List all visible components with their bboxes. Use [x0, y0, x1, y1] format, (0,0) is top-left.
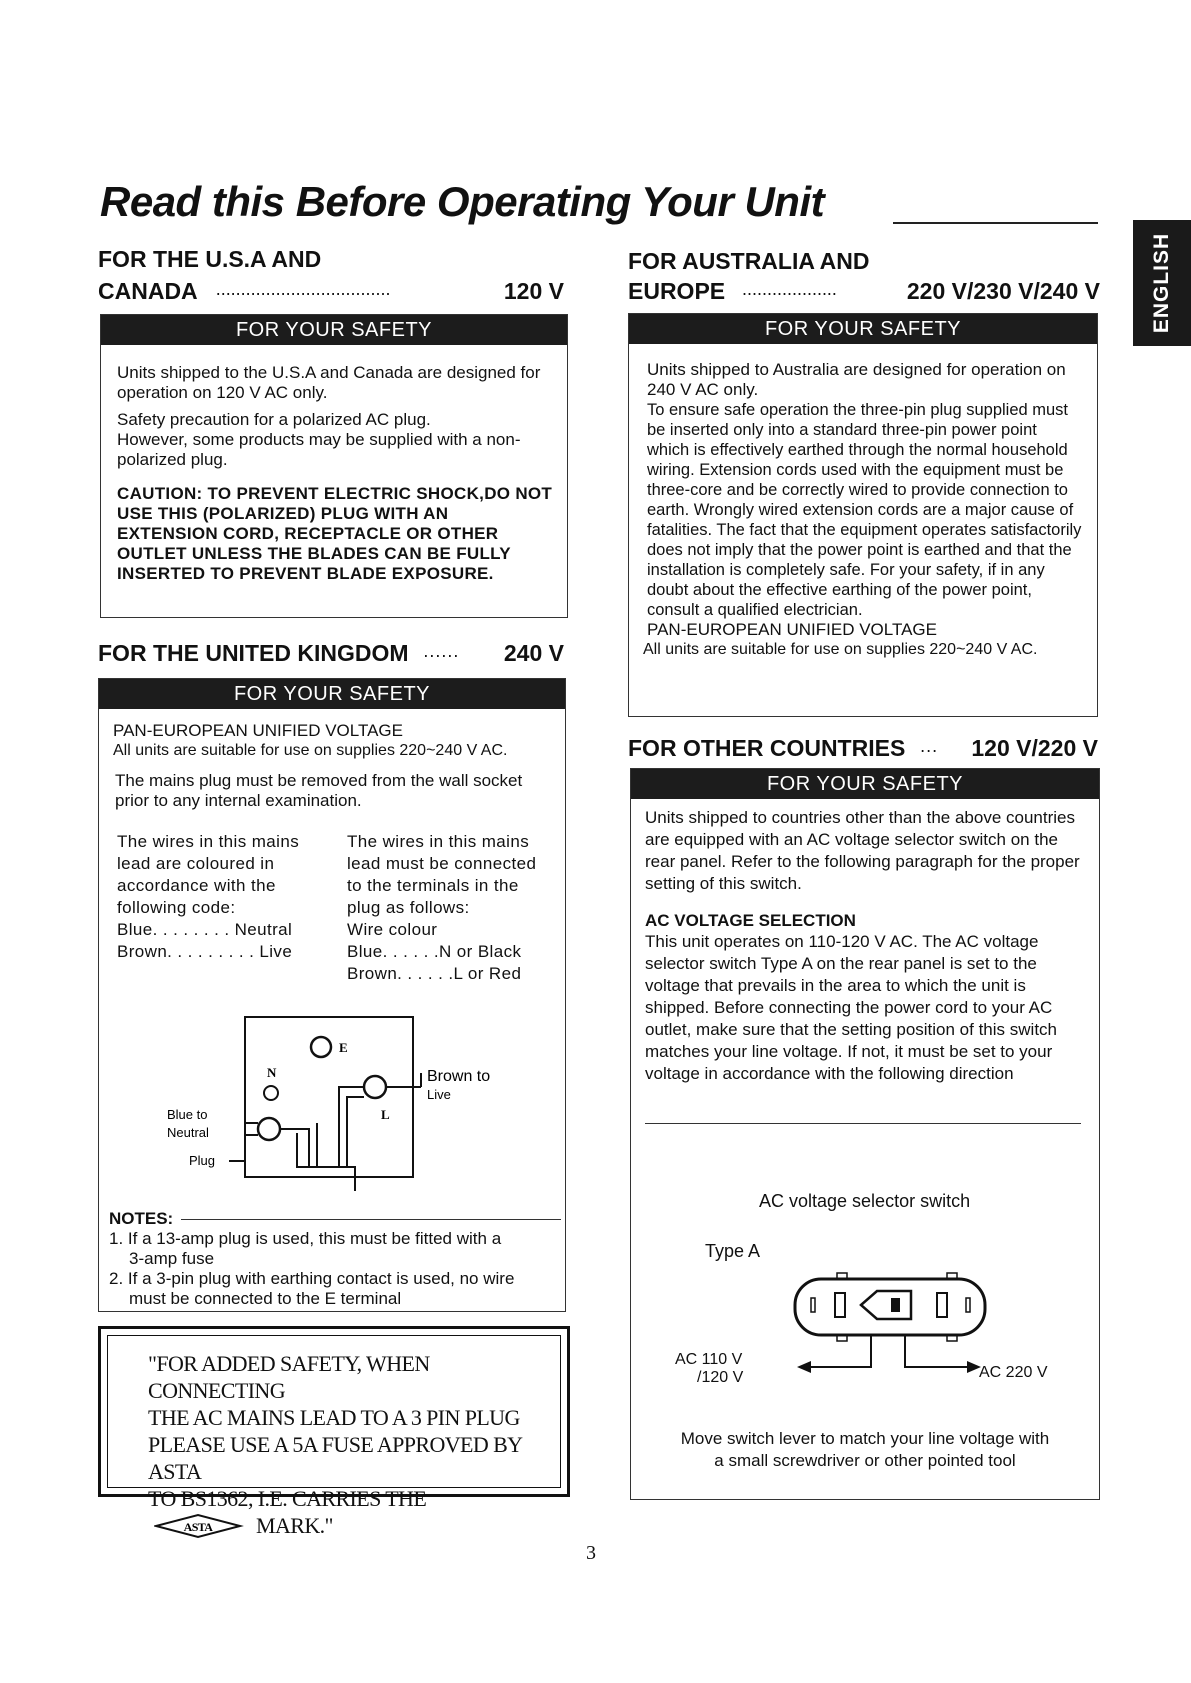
- uk-right-line: to the terminals in the: [347, 876, 519, 895]
- uk-voltage-body: All units are suitable for use on supplies 220~240 V AC.: [113, 742, 508, 759]
- uk-right-line: The wires in this mains: [347, 832, 530, 851]
- uk-right-line: Wire colour: [347, 920, 438, 939]
- earth-terminal: [311, 1037, 331, 1057]
- uk-wire-code-left: [117, 831, 327, 963]
- uk-safety-banner: FOR YOUR SAFETY: [99, 679, 565, 709]
- ac110-label-line2: /120 V: [697, 1369, 744, 1386]
- au-voltage: 220 V/230 V/240 V: [906, 278, 1100, 304]
- au-heading-line2: [628, 278, 1100, 305]
- asta-line: "FOR ADDED SAFETY, WHEN CONNECTING: [148, 1351, 430, 1403]
- title-underline: [893, 222, 1098, 224]
- switch-housing: [795, 1279, 985, 1335]
- au-heading-line1: FOR AUSTRALIA AND: [628, 248, 870, 274]
- uk-dot-leader: ······: [422, 645, 459, 665]
- us-voltage: 120 V: [503, 278, 564, 304]
- asta-line: PLEASE USE A 5A FUSE APPROVED BY ASTA: [148, 1432, 522, 1484]
- other-safety-banner: FOR YOUR SAFETY: [631, 769, 1099, 799]
- uk-right-line: Brown. . . . . .L or Red: [347, 964, 522, 983]
- screw-hole-left: [811, 1298, 815, 1312]
- asta-line: TO BS1362, I.E. CARRIES THE: [148, 1486, 427, 1511]
- au-paragraph-2: To ensure safe operation the three-pin plug supplied must be inserted only into a standard three-pin power point which is effectively earthed through the normal household wiring. Extension cords used with the equipment must be three-core and be correctly wired to provide connection to earth. Wrongly wired extension cords are a major cause of fatalities. The fact that the equipment operates satisfactorily does not imply that the power point is earthed and that the installation is completely safe. For your safety, if in any doubt about the effective earthing of the power point, consult a qualified electrician.: [647, 401, 1082, 619]
- uk-left-line: following code:: [117, 898, 236, 917]
- live-terminal: [364, 1076, 386, 1098]
- us-safety-box: [100, 314, 568, 618]
- earth-label: E: [339, 1040, 348, 1055]
- us-paragraph-2: Safety precaution for a polarized AC plug.: [117, 410, 431, 429]
- uk-notes: [109, 1209, 561, 1309]
- page-title: Read this Before Operating Your Unit: [100, 178, 825, 225]
- us-paragraph-3: However, some products may be supplied with a non-polarized plug.: [117, 430, 521, 469]
- switch-caption: [631, 1428, 1099, 1472]
- screw-hole-right: [966, 1298, 970, 1312]
- uk-voltage: 240 V: [503, 640, 564, 666]
- uk-safety-box: [98, 678, 566, 1312]
- ac110-arrowhead: [797, 1361, 811, 1373]
- other-dot-leader: ···: [919, 740, 938, 760]
- uk-right-line: Blue. . . . . .N or Black: [347, 942, 522, 961]
- au-voltage-body: All units are suitable for use on supplies 220~240 V AC.: [643, 641, 1038, 658]
- lever-slot-left: [835, 1293, 845, 1317]
- us-safety-banner: FOR YOUR SAFETY: [101, 315, 567, 345]
- ac110-label: [675, 1351, 743, 1387]
- au-safety-banner: FOR YOUR SAFETY: [629, 314, 1097, 344]
- us-paragraph-1: Units shipped to the U.S.A and Canada are designed for operation on 120 V AC only.: [117, 363, 541, 402]
- ac220-label: AC 220 V: [979, 1364, 1048, 1381]
- au-paragraph-1: Units shipped to Australia are designed for operation on 240 V AC only.: [647, 360, 1066, 399]
- us-heading-line2: [98, 278, 564, 305]
- asta-mark-row: [148, 1512, 560, 1539]
- uk-left-line: Brown. . . . . . . . . Live: [117, 942, 293, 961]
- asta-text: [108, 1336, 560, 1539]
- uk-left-line: lead are coloured in: [117, 854, 275, 873]
- uk-heading: [98, 640, 564, 667]
- ac-voltage-selection-heading: AC VOLTAGE SELECTION: [645, 911, 856, 930]
- note-2: 2. If a 3-pin plug with earthing contact is used, no wire: [109, 1269, 515, 1288]
- au-heading-country: EUROPE: [628, 278, 726, 304]
- asta-logo-text: ASTA: [183, 1519, 213, 1534]
- other-paragraph-2: This unit operates on 110-120 V AC. The AC voltage selector switch Type A on the rear panel is set to the voltage that prevails in the area to which the unit is shipped. Before connecting the power cord to your AC outlet, make sure that the setting position of this switch matches your line voltage. If not, it must be set to your voltage in accordance with the following direction: [645, 932, 1057, 1083]
- notes-rule: [181, 1219, 561, 1220]
- au-dot-leader: ···················: [741, 283, 837, 303]
- neutral-label: N: [267, 1065, 277, 1080]
- note-2-cont: must be connected to the E terminal: [129, 1289, 402, 1308]
- plug-label: Plug: [189, 1153, 216, 1168]
- notes-heading: [109, 1209, 561, 1229]
- uk-left-line: The wires in this mains: [117, 832, 300, 851]
- neutral-screw: [264, 1086, 278, 1100]
- us-dot-leader: ···································: [215, 283, 390, 303]
- other-paragraph-1: Units shipped to countries other than the above countries are equipped with an AC voltage selector switch on the rear panel. Refer to the following paragraph for the proper setting of this switch.: [645, 808, 1080, 893]
- plug-wiring-diagram: [159, 1013, 519, 1191]
- notes-title: NOTES:: [109, 1209, 174, 1228]
- page-number: 3: [586, 1542, 596, 1564]
- asta-inner-frame: [107, 1335, 561, 1538]
- uk-right-line: plug as follows:: [347, 898, 470, 917]
- other-heading: [628, 735, 1098, 762]
- blue-label-2: Neutral: [167, 1125, 209, 1140]
- us-heading-country: CANADA: [98, 278, 197, 304]
- switch-lever: [861, 1291, 911, 1319]
- asta-logo-icon: [154, 1513, 244, 1539]
- blue-label-1: Blue to: [167, 1107, 208, 1122]
- switch-caption-line2: a small screwdriver or other pointed tool: [714, 1451, 1016, 1470]
- uk-right-line: lead must be connected: [347, 854, 537, 873]
- note-1: 1. If a 13-amp plug is used, this must be fitted with a: [109, 1229, 502, 1248]
- switch-caption-line1: Move switch lever to match your line voltage with: [680, 1429, 1050, 1448]
- switch-title: AC voltage selector switch: [759, 1191, 971, 1211]
- language-tab-label: ENGLISH: [1150, 232, 1173, 334]
- uk-wire-code-right: [347, 831, 557, 985]
- ac110-pointer: [811, 1335, 871, 1367]
- uk-left-line: accordance with the: [117, 876, 276, 895]
- note-1-cont: 3-amp fuse: [129, 1249, 215, 1268]
- asta-line: THE AC MAINS LEAD TO A 3 PIN PLUG: [148, 1405, 520, 1430]
- uk-left-line: Blue. . . . . . . . Neutral: [117, 920, 293, 939]
- uk-voltage-title: PAN-EUROPEAN UNIFIED VOLTAGE: [113, 721, 403, 740]
- switch-type-label: Type A: [705, 1241, 761, 1261]
- other-voltage: 120 V/220 V: [971, 735, 1098, 761]
- neutral-terminal: [258, 1118, 280, 1140]
- us-heading-line1: FOR THE U.S.A AND: [98, 246, 322, 272]
- uk-paragraph-2: The mains plug must be removed from the wall socket prior to any internal examination.: [115, 771, 523, 810]
- au-voltage-title: PAN-EUROPEAN UNIFIED VOLTAGE: [647, 620, 937, 639]
- lever-slot-right: [937, 1293, 947, 1317]
- live-label: L: [381, 1107, 390, 1122]
- wire-paths: [280, 1087, 421, 1167]
- uk-heading-country: FOR THE UNITED KINGDOM: [98, 640, 409, 666]
- brown-label-1: Brown to: [427, 1068, 491, 1085]
- other-safety-box: [630, 768, 1100, 1500]
- other-heading-country: FOR OTHER COUNTRIES: [628, 735, 906, 761]
- other-divider: [645, 1123, 1081, 1124]
- asta-notice: [98, 1326, 570, 1538]
- switch-lever-knob: [891, 1298, 900, 1312]
- asta-line-mark: MARK.": [256, 1513, 333, 1538]
- language-tab: [1133, 220, 1191, 346]
- brown-label-2: Live: [427, 1087, 451, 1102]
- us-caution: CAUTION: TO PREVENT ELECTRIC SHOCK,DO NOT USE THIS (POLARIZED) PLUG WITH AN EXTENSION CORD, RECEPTACLE OR OTHER OUTLET UNLESS THE BLADES CAN BE FULLY INSERTED TO PREVENT BLADE EXPOSURE.: [117, 484, 553, 583]
- ac110-label-line1: AC 110 V: [675, 1351, 743, 1368]
- au-safety-box: [628, 313, 1098, 717]
